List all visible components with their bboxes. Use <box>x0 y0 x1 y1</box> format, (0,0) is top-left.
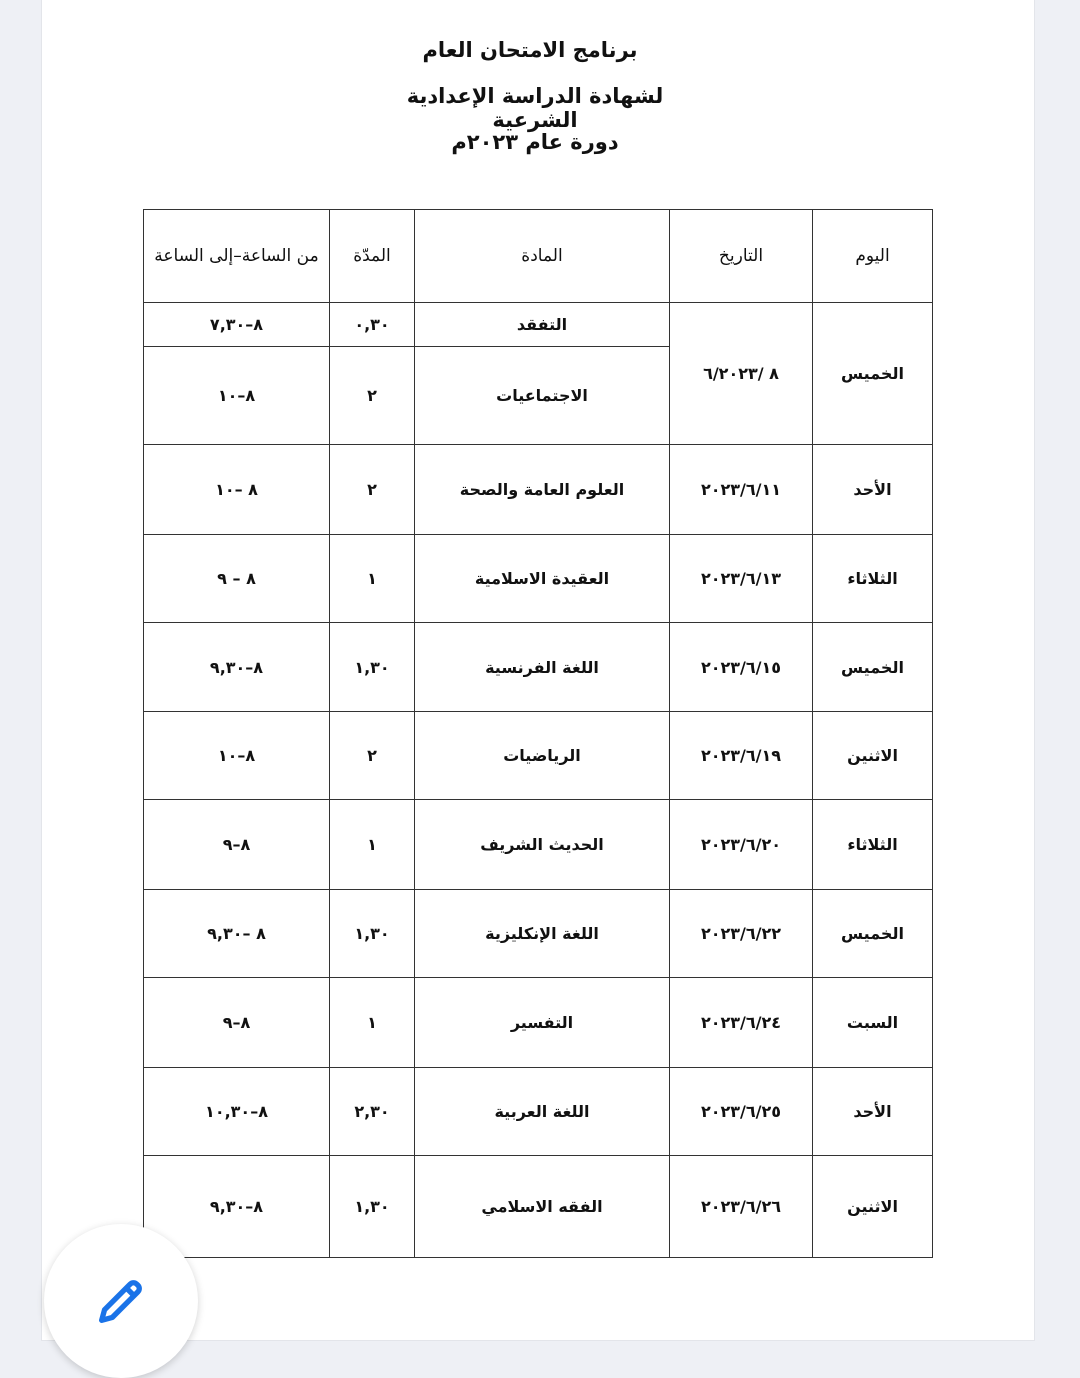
time-cell: ٨–٩ <box>144 800 330 890</box>
table-row <box>144 1068 933 1156</box>
time-cell: ٨–٧,٣٠ <box>144 303 330 347</box>
time-cell: ٨–١٠,٣٠ <box>144 1068 330 1156</box>
exam-schedule-table <box>143 209 933 1258</box>
duration-cell: ١,٣٠ <box>330 1156 415 1258</box>
date-cell: ٢٠٢٣/٦/٢٤ <box>670 978 813 1068</box>
edit-button[interactable] <box>44 1224 198 1378</box>
duration-cell: ١,٣٠ <box>330 623 415 712</box>
document-title: برنامج الامتحان العام <box>422 38 638 62</box>
time-cell: ٨–٩,٣٠ <box>144 623 330 712</box>
subject-cell: اللغة العربية <box>415 1068 670 1156</box>
subject-cell: الفقه الاسلامي <box>415 1156 670 1258</box>
time-cell: ٨ – ٩ <box>144 535 330 623</box>
subject-cell: العقيدة الاسلامية <box>415 535 670 623</box>
date-cell: ٢٠٢٣/٦/٢٥ <box>670 1068 813 1156</box>
time-cell: ٨–١٠ <box>144 347 330 445</box>
document-session: دورة عام ٢٠٢٣م <box>451 130 619 154</box>
day-cell: الاثنين <box>813 712 933 800</box>
table-header-row <box>144 210 933 303</box>
duration-cell: ٢,٣٠ <box>330 1068 415 1156</box>
table-row <box>144 890 933 978</box>
table-row <box>144 1156 933 1258</box>
header-date: التاريخ <box>670 210 813 303</box>
subject-cell: الرياضيات <box>415 712 670 800</box>
date-cell: ٢٠٢٣/٦/١١ <box>670 445 813 535</box>
header-time: من الساعة–إلى الساعة <box>144 210 330 303</box>
day-cell: الخميس <box>813 303 933 445</box>
time-cell: ٨–٩,٣٠ <box>144 1156 330 1258</box>
day-cell: الخميس <box>813 623 933 712</box>
date-cell: ٢٠٢٣/٦/١٥ <box>670 623 813 712</box>
subject-cell: اللغة الفرنسية <box>415 623 670 712</box>
duration-cell: ١,٣٠ <box>330 890 415 978</box>
day-cell: السبت <box>813 978 933 1068</box>
viewer-side-margin <box>1034 0 1080 1377</box>
header-duration: المدّة <box>330 210 415 303</box>
duration-cell: ١ <box>330 800 415 890</box>
table-row <box>144 535 933 623</box>
table-row <box>144 623 933 712</box>
subject-cell: العلوم العامة والصحة <box>415 445 670 535</box>
date-cell: ٢٠٢٣/٦/٢٠ <box>670 800 813 890</box>
pencil-icon <box>92 1272 150 1330</box>
duration-cell: ٢ <box>330 712 415 800</box>
day-cell: الثلاثاء <box>813 800 933 890</box>
time-cell: ٨ –١٠ <box>144 445 330 535</box>
table-row <box>144 978 933 1068</box>
subject-cell: الاجتماعيات <box>415 347 670 445</box>
table-row <box>144 712 933 800</box>
header-day: اليوم <box>813 210 933 303</box>
duration-cell: ٢ <box>330 347 415 445</box>
table-row <box>144 800 933 890</box>
table-row <box>144 303 933 347</box>
date-cell: ٢٠٢٣/٦/١٣ <box>670 535 813 623</box>
time-cell: ٨ –٩,٣٠ <box>144 890 330 978</box>
subject-cell: الحديث الشريف <box>415 800 670 890</box>
subject-cell: اللغة الإنكليزية <box>415 890 670 978</box>
date-cell: ٨ /٦/٢٠٢٣ <box>670 303 813 445</box>
day-cell: الثلاثاء <box>813 535 933 623</box>
duration-cell: ٠,٣٠ <box>330 303 415 347</box>
time-cell: ٨–٩ <box>144 978 330 1068</box>
document-subtitle: لشهادة الدراسة الإعدادية الشرعية <box>406 84 664 132</box>
duration-cell: ٢ <box>330 445 415 535</box>
header-subject: المادة <box>415 210 670 303</box>
day-cell: الأحد <box>813 445 933 535</box>
duration-cell: ١ <box>330 535 415 623</box>
date-cell: ٢٠٢٣/٦/١٩ <box>670 712 813 800</box>
duration-cell: ١ <box>330 978 415 1068</box>
day-cell: الاثنين <box>813 1156 933 1258</box>
day-cell: الخميس <box>813 890 933 978</box>
date-cell: ٢٠٢٣/٦/٢٢ <box>670 890 813 978</box>
date-cell: ٢٠٢٣/٦/٢٦ <box>670 1156 813 1258</box>
subject-cell: التفسير <box>415 978 670 1068</box>
time-cell: ٨–١٠ <box>144 712 330 800</box>
table-row <box>144 445 933 535</box>
subject-cell: التفقد <box>415 303 670 347</box>
day-cell: الأحد <box>813 1068 933 1156</box>
